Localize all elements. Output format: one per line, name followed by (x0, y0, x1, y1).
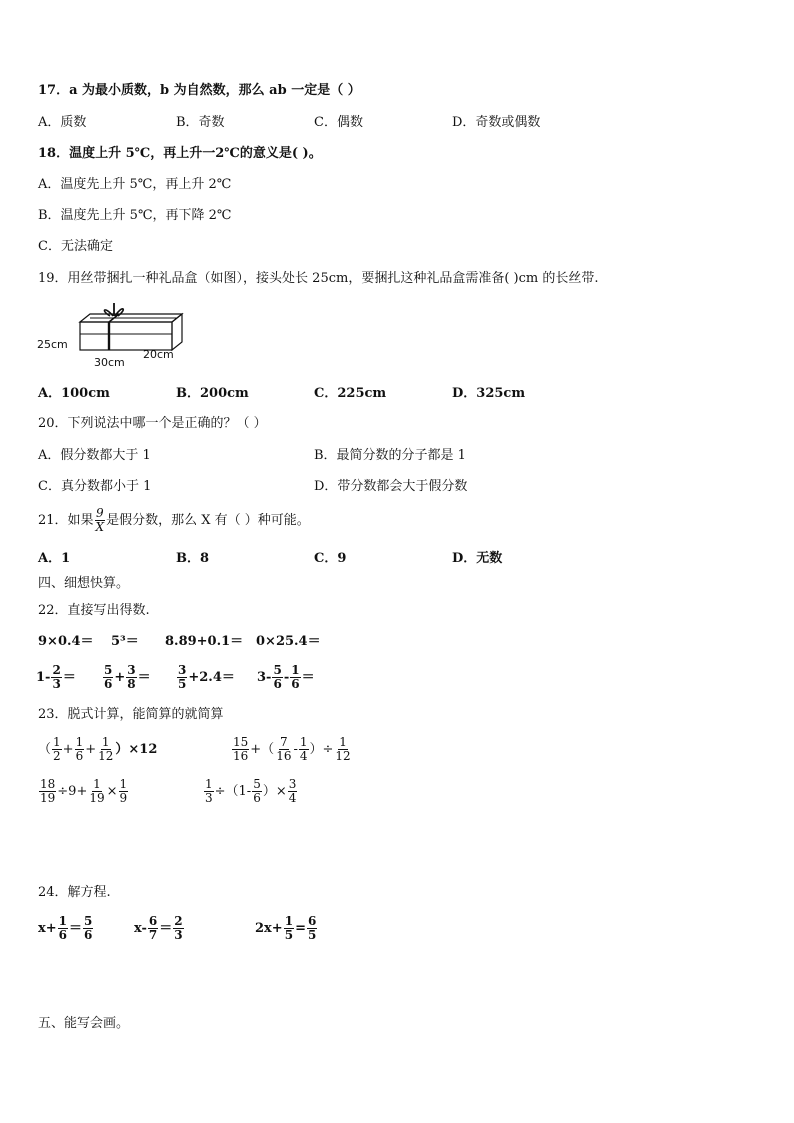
q20-option-b: B．最简分数的分子都是 1 (314, 448, 466, 463)
q22-stem: 22．直接写出得数. (38, 603, 150, 618)
q23-problem-4: $\frac{1}{3}$ ÷（1- $\frac{5}{6}$ ）× $\frac{3}{4}$ (205, 777, 297, 805)
q17-option-d: D．奇数或偶数 (452, 115, 541, 130)
section-4-heading: 四、细想快算。 (38, 576, 130, 591)
q19-option-a: A．100cm (38, 386, 110, 401)
gift-box-diagram (36, 300, 196, 372)
q18-stem: 18．温度上升 5℃，再上升一2℃的意义是( )。 (38, 146, 322, 161)
q21-option-d: D．无数 (452, 551, 503, 566)
q24-equation-1: x+ $\frac{1}{6}$ ＝ $\frac{5}{6}$ (38, 914, 93, 942)
q23-problem-3: $\frac{18}{19}$ ÷9+ $\frac{1}{19}$ × $\frac{1}{9}$ (40, 777, 128, 805)
q19-option-b: B．200cm (176, 386, 249, 401)
q24-stem: 24．解方程. (38, 885, 111, 900)
q20-option-a: A．假分数都大于 1 (38, 448, 151, 463)
box-front-face (80, 322, 172, 350)
q18-option-a: A．温度先上升 5℃，再上升 2℃ (38, 177, 232, 192)
box-side-face (172, 314, 182, 350)
q23-problem-2: $\frac{15}{16}$ +（ $\frac{7}{16}$ - $\frac{1}{4}$ ）÷ $\frac{1}{12}$ (233, 735, 351, 763)
q17-option-c: C．偶数 (314, 115, 363, 130)
q19-option-d: D．325cm (452, 386, 526, 401)
q20-stem: 20．下列说法中哪一个是正确的？（ ） (38, 416, 267, 431)
q19-option-c: C．225cm (314, 386, 387, 401)
q21-suffix: 是假分数，那么 X 有（ ）种可能。 (106, 513, 310, 528)
width-label: 20cm (143, 348, 174, 361)
q21-stem (38, 505, 310, 537)
q18-option-c: C．无法确定 (38, 239, 113, 254)
q23-stem: 23．脱式计算，能简算的就简算 (38, 707, 224, 722)
q22-expr-6: $\frac{5}{6}$ + $\frac{3}{8}$ ＝ (104, 663, 151, 691)
q21-option-b: B．8 (176, 551, 210, 566)
q17-stem: 17．a 为最小质数，b 为自然数，那么 ab 一定是（ ） (38, 83, 361, 98)
q22-expr-2: 5³＝ (111, 634, 139, 649)
q21-prefix: 21．如果 (38, 513, 94, 528)
section-5-heading: 五、能写会画。 (38, 1016, 130, 1031)
q17-option-b: B．奇数 (176, 115, 225, 130)
q24-equation-2: x- $\frac{6}{7}$ ＝ $\frac{2}{3}$ (134, 914, 183, 942)
gift-box-figure (36, 300, 196, 376)
q22-expr-7: $\frac{3}{5}$ +2.4＝ (178, 663, 235, 691)
q24-equation-3: 2x+ $\frac{1}{5}$ = $\frac{6}{5}$ (255, 914, 317, 942)
q21-fraction: $\frac{9}{X}$ (95, 506, 105, 534)
q17-option-a: A．质数 (38, 115, 87, 130)
q19-stem: 19．用丝带捆扎一种礼品盒（如图），接头处长 25cm，要捆扎这种礼品盒需准备( )cm 的长丝带. (38, 271, 599, 286)
q18-option-b: B．温度先上升 5℃，再下降 2℃ (38, 208, 232, 223)
height-label: 25cm (37, 338, 68, 351)
length-label: 30cm (94, 356, 125, 369)
q20-option-d: D．带分数都会大于假分数 (314, 479, 468, 494)
q22-expr-1: 9×0.4＝ (38, 634, 94, 649)
bow-right-loop (115, 309, 123, 316)
q20-option-c: C．真分数都小于 1 (38, 479, 152, 494)
bow-left-loop (104, 310, 113, 316)
q21-option-a: A．1 (38, 551, 71, 566)
q21-option-c: C．9 (314, 551, 347, 566)
q23-problem-1: （ $\frac{1}{2}$ + $\frac{1}{6}$ + $\frac{1}{12}$ ）×12 (38, 735, 158, 763)
q22-expr-5: 1- $\frac{2}{3}$ ＝ (36, 663, 76, 691)
q22-expr-3: 8.89+0.1＝ (165, 634, 244, 649)
q22-expr-8: 3- $\frac{5}{6}$ - $\frac{1}{6}$ ＝ (257, 663, 315, 691)
q22-expr-4: 0×25.4＝ (256, 634, 321, 649)
